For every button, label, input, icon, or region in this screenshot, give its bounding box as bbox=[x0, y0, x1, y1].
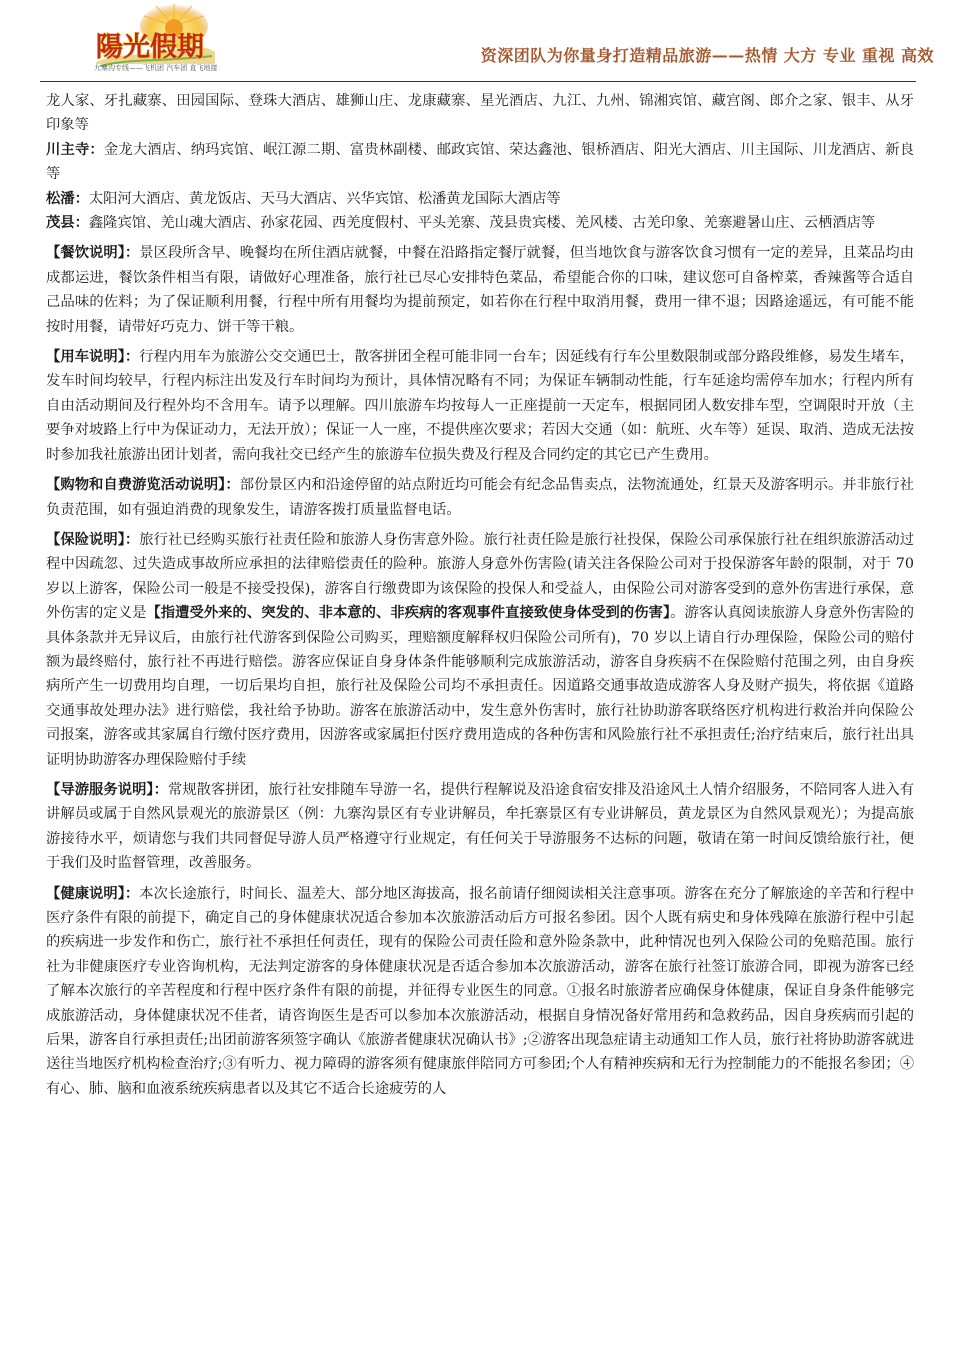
section-heading: 【用车说明】： bbox=[46, 349, 140, 366]
document-body bbox=[46, 89, 914, 1101]
section-shopping bbox=[46, 473, 914, 522]
header-divider bbox=[40, 81, 916, 82]
section-heading: 【购物和自费游览活动说明】： bbox=[46, 477, 240, 494]
logo-tagline: 九寨沟专线——飞机团 汽车团 直飞地接 bbox=[94, 64, 218, 72]
section-heading: 【保险说明】： bbox=[46, 531, 140, 548]
section-heading: 【健康说明】： bbox=[46, 885, 140, 902]
section-vehicle bbox=[46, 345, 914, 467]
section-text: 景区段所含早、晚餐均在所住酒店就餐，中餐在沿路指定餐厅就餐，但当地饮食与游客饮食习惯有一定的差异，且菜品均由成都运进，餐饮条件相当有限，请做好心理准备，旅行社已尽心安排特色菜品，希望能合你的口味，建议您可自备榨菜，香辣酱等合适自己品味的佐料；为了保证顺利用餐，行程中所有用餐均为提前预定，如若你在行程中取消用餐，费用一律不退；因路途遥远，有可能不能按时用餐，请带好巧克力、饼干等干粮。 bbox=[46, 245, 914, 335]
section-insurance bbox=[46, 528, 914, 772]
section-dining bbox=[46, 241, 914, 339]
section-health bbox=[46, 882, 914, 1102]
hotel-list-maoxian bbox=[46, 211, 914, 235]
area-label: 茂县： bbox=[46, 215, 89, 232]
hotel-list-continued: 龙人家、牙扎藏寨、田园国际、登珠大酒店、雄狮山庄、龙康藏寨、星光酒店、九江、九州、锦湘宾馆、藏宫阁、郎介之家、银丰、从牙印象等 bbox=[46, 93, 914, 134]
section-text: 旅行社已经购买旅行社责任险和旅游人身伤害意外险。旅行社责任险是旅行社投保，保险公司承保旅行社在组织旅游活动过程中因疏忽、过失造成事故所应承担的法律赔偿责任的险种。旅游人身意外伤害险(请关注各保险公司对于投保游客年龄的限制，对于 70 岁以上游客，保险公司一般是不接受投保)，游客自行缴费即为该保险的投保人和受益人，由保险公司对游客受到的意外伤害进行承保，意外伤害的定义是 bbox=[46, 531, 914, 622]
section-text: 本次长途旅行，时间长、温差大、部分地区海拔高，报名前请仔细阅读相关注意事项。游客在充分了解旅途的辛苦和行程中医疗条件有限的前提下，确定自己的身体健康状况适合参加本次旅游活动后方可报名参团。因个人既有病史和身体残障在旅游行程中引起的疾病进一步发作和伤亡，旅行社不承担任何责任，现有的保险公司责任险和意外险条款中，此种情况也列入保险公司的免赔范围。旅行社为非健康医疗专业咨询机构，无法判定游客的身体健康状况是否适合参加本次旅游活动，游客在旅行社签订旅游合同，即视为游客已经了解本次旅行的辛苦程度和行程中医疗条件有限的前提，并征得专业医生的同意。①报名时旅游者应确保身体健康，保证自身条件能够完成旅游活动，身体健康状况不佳者，请咨询医生是否可以参加本次旅游活动，根据自身情况备好常用药和急救药品，因自身疾病而引起的后果，游客自行承担责任;出团前游客须签字确认《旅游者健康状况确认书》;②游客出现急症请主动通知工作人员，旅行社将协助游客就进送往当地医疗机构检查治疗;③有听力、视力障碍的游客须有健康旅伴陪同方可参团;个人有精神疾病和无行为控制能力的不能报名参团；④有心、肺、脑和血液系统疾病患者以及其它不适合长途疲劳的人 bbox=[46, 885, 914, 1097]
section-heading: 【餐饮说明】： bbox=[46, 245, 140, 262]
hotel-names: 金龙大酒店、纳玛宾馆、岷江源二期、富贵林副楼、邮政宾馆、荣达鑫池、银桥酒店、阳光大酒店、川主国际、川龙酒店、新良等 bbox=[46, 141, 915, 183]
sunshine-holiday-logo bbox=[92, 4, 217, 68]
hotel-list-songpan bbox=[46, 187, 914, 211]
hotel-names: 太阳河大酒店、黄龙饭店、天马大酒店、兴华宾馆、松潘黄龙国际大酒店等 bbox=[88, 190, 561, 207]
page-header bbox=[0, 0, 960, 82]
section-heading: 【导游服务说明】： bbox=[46, 781, 168, 798]
area-label: 川主寺： bbox=[46, 141, 104, 158]
injury-definition: 【指遭受外来的、突发的、非本意的、非疾病的客观事件直接致使身体受到的伤害】 bbox=[146, 605, 671, 622]
hotel-list-chuanzhusi bbox=[46, 138, 914, 187]
svg-text:陽光假期: 陽光假期 bbox=[96, 32, 204, 63]
section-text: 行程内用车为旅游公交交通巴士，散客拼团全程可能非同一台车；因延线有行车公里数限制或部分路段维修，易发生堵车，发车时间均较早，行程内标注出发及行车时间均为预计，具体情况略有不同；为保证车辆制动性能，行车延途均需停车加水；行程内所有自由活动期间及行程外均不含用车。请予以理解。四川旅游车均按每人一正座提前一天定车，根据同团人数安排车型，空调限时开放（主要争对坡路上行中为保证动力，无法开放）；保证一人一座，不提供座次要求；若因大交通（如：航班、火车等）延误、取消、造成无法按时参加我社旅游出团计划者，需向我社交已经产生的旅游车位损失费及行程及合同约定的其它已产生费用。 bbox=[46, 349, 914, 463]
section-text: 常规散客拼团，旅行社安排随车导游一名，提供行程解说及沿途食宿安排及沿途风土人情介绍服务，不陪同客人进入有讲解员或属于自然风景观光的旅游景区（例：九寨沟景区有专业讲解员，牟托寨景区有专业讲解员，黄龙景区为自然风景观光）；为提高旅游接待水平，烦请您与我们共同督促导游人员严格遵守行业规定，有任何关于导游服务不达标的问题，敬请在第一时间反馈给旅行社，便于我们及时监督管理，改善服务。 bbox=[46, 781, 914, 872]
header-slogan: 资深团队为你量身打造精品旅游——热情 大方 专业 重视 高效 bbox=[480, 46, 934, 65]
hotel-names: 鑫隆宾馆、羌山魂大酒店、孙家花园、西羌度假村、平头羌寨、茂县贵宾楼、羌风楼、古羌印象、羌寨避暑山庄、云栖酒店等 bbox=[88, 215, 876, 232]
area-label: 松潘： bbox=[46, 190, 89, 207]
section-text: 部份景区内和沿途停留的站点附近均可能会有纪念品售卖点，法物流通处，红景天及游客明示。并非旅行社负责范围，如有强迫消费的现象发生，请游客拨打质量监督电话。 bbox=[46, 477, 914, 518]
section-guide bbox=[46, 778, 914, 876]
section-text: 。游客认真阅读旅游人身意外伤害险的具体条款并无异议后，由旅行社代游客到保险公司购买，理赔额度解释权归保险公司所有)，70 岁以上请自行办理保险，保险公司的赔付额为最终赔付，旅行社不再进行赔偿。游客应保证自身身体条件能够顺利完成旅游活动，游客自身疾病不在保险赔付范围之列，由自身疾病所产生一切费用均自理，一切后果均自担，旅行社及保险公司均不承担责任。因道路交通事故造成游客人身及财产损失，将依据《道路交通事故处理办法》进行赔偿，我社给予协助。游客在旅游活动中，发生意外伤害时，旅行社协助游客联络医疗机构进行救治并向保险公司报案，游客或其家属自行缴付医疗费用，因游客或家属拒付医疗费用造成的各种伤害和风险旅行社不承担责任;治疗结束后，旅行社出具证明协助游客办理保险赔付手续 bbox=[46, 605, 914, 768]
